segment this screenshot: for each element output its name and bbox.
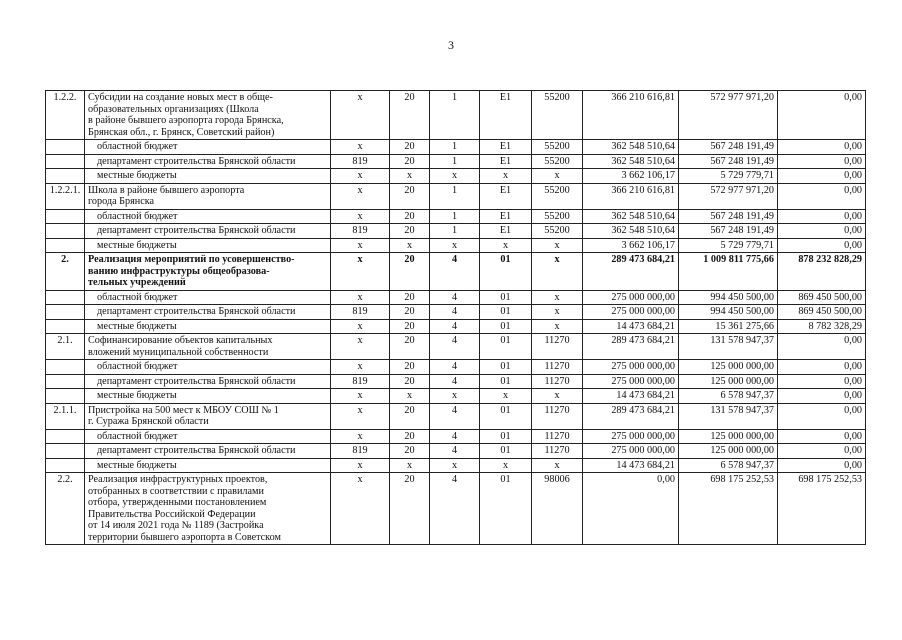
code-cell-1: 819 — [331, 374, 390, 389]
code-cell-5: 11270 — [532, 429, 583, 444]
code-cell-5: 11270 — [532, 403, 583, 429]
amount-cell-1: 14 473 684,21 — [583, 389, 679, 404]
code-cell-3: 4 — [430, 305, 480, 320]
table-row — [46, 334, 866, 360]
amount-cell-3: 869 450 500,00 — [778, 305, 866, 320]
code-cell-4: 01 — [480, 334, 532, 360]
table-row — [46, 224, 866, 239]
code-cell-3: 4 — [430, 473, 480, 545]
code-cell-5: х — [532, 305, 583, 320]
row-number-cell: 1.2.2. — [46, 91, 85, 140]
amount-cell-3: 0,00 — [778, 169, 866, 184]
table-row — [46, 238, 866, 253]
code-cell-1: х — [331, 238, 390, 253]
amount-cell-1: 362 548 510,64 — [583, 140, 679, 155]
amount-cell-1: 3 662 106,17 — [583, 169, 679, 184]
amount-cell-3: 0,00 — [778, 360, 866, 375]
table-row — [46, 429, 866, 444]
row-name-cell: Пристройка на 500 мест к МБОУ СОШ № 1 г. Суража Брянской области — [85, 403, 331, 429]
code-cell-5: х — [532, 290, 583, 305]
table-row — [46, 374, 866, 389]
code-cell-4: E1 — [480, 154, 532, 169]
amount-cell-2: 994 450 500,00 — [679, 305, 778, 320]
code-cell-2: 20 — [390, 429, 430, 444]
code-cell-2: 20 — [390, 253, 430, 291]
row-name-cell: областной бюджет — [85, 140, 331, 155]
code-cell-4: 01 — [480, 473, 532, 545]
row-number-cell — [46, 169, 85, 184]
code-cell-3: 4 — [430, 360, 480, 375]
amount-cell-2: 1 009 811 775,66 — [679, 253, 778, 291]
code-cell-4: х — [480, 238, 532, 253]
code-cell-2: 20 — [390, 209, 430, 224]
row-name-cell: местные бюджеты — [85, 169, 331, 184]
table-row — [46, 389, 866, 404]
code-cell-5: 55200 — [532, 183, 583, 209]
code-cell-1: х — [331, 429, 390, 444]
code-cell-1: х — [331, 389, 390, 404]
table-row — [46, 253, 866, 291]
amount-cell-2: 131 578 947,37 — [679, 334, 778, 360]
code-cell-1: х — [331, 183, 390, 209]
row-number-cell — [46, 429, 85, 444]
row-name-cell: местные бюджеты — [85, 319, 331, 334]
table-row — [46, 444, 866, 459]
amount-cell-3: 0,00 — [778, 238, 866, 253]
page-number: 3 — [448, 38, 454, 52]
row-number-cell — [46, 360, 85, 375]
code-cell-5: х — [532, 238, 583, 253]
amount-cell-1: 275 000 000,00 — [583, 444, 679, 459]
row-name-cell: департамент строительства Брянской области — [85, 374, 331, 389]
amount-cell-2: 567 248 191,49 — [679, 140, 778, 155]
table-row — [46, 140, 866, 155]
amount-cell-1: 14 473 684,21 — [583, 458, 679, 473]
budget-table — [45, 90, 866, 545]
amount-cell-3: 0,00 — [778, 374, 866, 389]
code-cell-3: 1 — [430, 224, 480, 239]
code-cell-3: 4 — [430, 403, 480, 429]
row-name-cell: областной бюджет — [85, 290, 331, 305]
amount-cell-3: 0,00 — [778, 429, 866, 444]
code-cell-5: 98006 — [532, 473, 583, 545]
code-cell-5: х — [532, 319, 583, 334]
code-cell-1: х — [331, 403, 390, 429]
table-row — [46, 319, 866, 334]
code-cell-1: х — [331, 209, 390, 224]
amount-cell-1: 275 000 000,00 — [583, 290, 679, 305]
code-cell-4: х — [480, 458, 532, 473]
code-cell-1: 819 — [331, 224, 390, 239]
amount-cell-3: 8 782 328,29 — [778, 319, 866, 334]
code-cell-2: 20 — [390, 319, 430, 334]
code-cell-2: х — [390, 169, 430, 184]
table-row — [46, 458, 866, 473]
code-cell-4: х — [480, 169, 532, 184]
row-name-cell: Субсидии на создание новых мест в обще- образовательных организациях (Школа в районе бывшего аэропорта города Брянска, Брянская обл., г. Брянск, Советский район) — [85, 91, 331, 140]
row-name-cell: местные бюджеты — [85, 238, 331, 253]
code-cell-4: 01 — [480, 290, 532, 305]
amount-cell-3: 0,00 — [778, 209, 866, 224]
row-number-cell — [46, 154, 85, 169]
row-number-cell — [46, 140, 85, 155]
row-name-cell: департамент строительства Брянской области — [85, 444, 331, 459]
amount-cell-1: 275 000 000,00 — [583, 429, 679, 444]
code-cell-1: 819 — [331, 305, 390, 320]
code-cell-5: 55200 — [532, 140, 583, 155]
code-cell-4: 01 — [480, 360, 532, 375]
amount-cell-3: 878 232 828,29 — [778, 253, 866, 291]
row-number-cell — [46, 224, 85, 239]
amount-cell-1: 362 548 510,64 — [583, 209, 679, 224]
code-cell-3: х — [430, 389, 480, 404]
table-row — [46, 305, 866, 320]
code-cell-2: 20 — [390, 224, 430, 239]
code-cell-1: х — [331, 290, 390, 305]
code-cell-1: х — [331, 140, 390, 155]
row-name-cell: областной бюджет — [85, 209, 331, 224]
code-cell-5: х — [532, 169, 583, 184]
code-cell-4: 01 — [480, 319, 532, 334]
code-cell-5: 11270 — [532, 334, 583, 360]
amount-cell-1: 289 473 684,21 — [583, 253, 679, 291]
table-row — [46, 473, 866, 545]
code-cell-3: 1 — [430, 91, 480, 140]
code-cell-2: 20 — [390, 403, 430, 429]
amount-cell-3: 869 450 500,00 — [778, 290, 866, 305]
code-cell-4: E1 — [480, 91, 532, 140]
amount-cell-2: 572 977 971,20 — [679, 183, 778, 209]
table-row — [46, 169, 866, 184]
amount-cell-2: 572 977 971,20 — [679, 91, 778, 140]
code-cell-2: 20 — [390, 444, 430, 459]
row-number-cell: 1.2.2.1. — [46, 183, 85, 209]
amount-cell-3: 698 175 252,53 — [778, 473, 866, 545]
row-number-cell: 2.1. — [46, 334, 85, 360]
amount-cell-2: 125 000 000,00 — [679, 374, 778, 389]
row-name-cell: областной бюджет — [85, 360, 331, 375]
code-cell-3: 4 — [430, 444, 480, 459]
row-name-cell: Реализация инфраструктурных проектов, отобранных в соответствии с правилами отбора, утвержденными постановлением Правительства Российской Федерации от 14 июля 2021 года № 1189 (Застройка территории бывшего аэропорта в Советском — [85, 473, 331, 545]
code-cell-2: 20 — [390, 154, 430, 169]
code-cell-1: х — [331, 169, 390, 184]
row-name-cell: областной бюджет — [85, 429, 331, 444]
amount-cell-2: 131 578 947,37 — [679, 403, 778, 429]
amount-cell-1: 289 473 684,21 — [583, 403, 679, 429]
code-cell-4: х — [480, 389, 532, 404]
code-cell-5: 55200 — [532, 154, 583, 169]
code-cell-2: 20 — [390, 140, 430, 155]
row-number-cell — [46, 374, 85, 389]
row-number-cell: 2.1.1. — [46, 403, 85, 429]
budget-table-body — [46, 91, 866, 545]
row-number-cell — [46, 290, 85, 305]
amount-cell-2: 567 248 191,49 — [679, 209, 778, 224]
code-cell-3: 1 — [430, 183, 480, 209]
amount-cell-3: 0,00 — [778, 91, 866, 140]
code-cell-5: 11270 — [532, 374, 583, 389]
table-row — [46, 290, 866, 305]
row-number-cell: 2. — [46, 253, 85, 291]
row-name-cell: департамент строительства Брянской области — [85, 224, 331, 239]
code-cell-1: х — [331, 360, 390, 375]
row-number-cell — [46, 389, 85, 404]
code-cell-3: 4 — [430, 290, 480, 305]
code-cell-2: 20 — [390, 334, 430, 360]
row-name-cell: Реализация мероприятий по усовершенство- ванию инфраструктуры общеобразова- тельных учреждений — [85, 253, 331, 291]
table-row — [46, 209, 866, 224]
code-cell-1: х — [331, 334, 390, 360]
row-name-cell: департамент строительства Брянской области — [85, 154, 331, 169]
row-name-cell: местные бюджеты — [85, 389, 331, 404]
amount-cell-2: 6 578 947,37 — [679, 458, 778, 473]
amount-cell-1: 289 473 684,21 — [583, 334, 679, 360]
code-cell-2: 20 — [390, 374, 430, 389]
code-cell-5: х — [532, 253, 583, 291]
code-cell-4: 01 — [480, 305, 532, 320]
amount-cell-1: 362 548 510,64 — [583, 154, 679, 169]
amount-cell-2: 567 248 191,49 — [679, 154, 778, 169]
code-cell-1: х — [331, 458, 390, 473]
row-number-cell — [46, 209, 85, 224]
code-cell-1: х — [331, 319, 390, 334]
amount-cell-1: 3 662 106,17 — [583, 238, 679, 253]
code-cell-3: х — [430, 458, 480, 473]
amount-cell-2: 6 578 947,37 — [679, 389, 778, 404]
code-cell-4: E1 — [480, 140, 532, 155]
amount-cell-1: 275 000 000,00 — [583, 305, 679, 320]
row-name-cell: местные бюджеты — [85, 458, 331, 473]
row-number-cell — [46, 444, 85, 459]
code-cell-2: 20 — [390, 360, 430, 375]
amount-cell-3: 0,00 — [778, 224, 866, 239]
code-cell-3: 4 — [430, 319, 480, 334]
code-cell-5: 11270 — [532, 444, 583, 459]
row-number-cell — [46, 238, 85, 253]
code-cell-2: х — [390, 238, 430, 253]
amount-cell-2: 5 729 779,71 — [679, 169, 778, 184]
code-cell-2: 20 — [390, 91, 430, 140]
amount-cell-3: 0,00 — [778, 444, 866, 459]
code-cell-4: E1 — [480, 224, 532, 239]
table-row — [46, 91, 866, 140]
code-cell-4: 01 — [480, 374, 532, 389]
code-cell-2: 20 — [390, 290, 430, 305]
amount-cell-3: 0,00 — [778, 458, 866, 473]
code-cell-1: 819 — [331, 154, 390, 169]
code-cell-5: 55200 — [532, 224, 583, 239]
table-row — [46, 360, 866, 375]
amount-cell-1: 275 000 000,00 — [583, 360, 679, 375]
code-cell-2: х — [390, 389, 430, 404]
code-cell-5: х — [532, 458, 583, 473]
amount-cell-2: 125 000 000,00 — [679, 360, 778, 375]
code-cell-3: 4 — [430, 374, 480, 389]
code-cell-2: 20 — [390, 473, 430, 545]
amount-cell-2: 15 361 275,66 — [679, 319, 778, 334]
code-cell-1: х — [331, 253, 390, 291]
code-cell-5: 11270 — [532, 360, 583, 375]
code-cell-2: 20 — [390, 305, 430, 320]
row-number-cell — [46, 458, 85, 473]
amount-cell-3: 0,00 — [778, 140, 866, 155]
code-cell-3: 4 — [430, 429, 480, 444]
code-cell-4: 01 — [480, 253, 532, 291]
table-row — [46, 154, 866, 169]
code-cell-2: х — [390, 458, 430, 473]
code-cell-3: х — [430, 169, 480, 184]
code-cell-3: 1 — [430, 140, 480, 155]
code-cell-5: х — [532, 389, 583, 404]
amount-cell-2: 994 450 500,00 — [679, 290, 778, 305]
code-cell-1: х — [331, 91, 390, 140]
code-cell-1: 819 — [331, 444, 390, 459]
amount-cell-3: 0,00 — [778, 403, 866, 429]
code-cell-5: 55200 — [532, 91, 583, 140]
table-row — [46, 403, 866, 429]
amount-cell-2: 125 000 000,00 — [679, 444, 778, 459]
amount-cell-3: 0,00 — [778, 154, 866, 169]
code-cell-2: 20 — [390, 183, 430, 209]
code-cell-3: х — [430, 238, 480, 253]
amount-cell-3: 0,00 — [778, 389, 866, 404]
code-cell-3: 1 — [430, 209, 480, 224]
table-row — [46, 183, 866, 209]
code-cell-4: 01 — [480, 444, 532, 459]
code-cell-3: 4 — [430, 253, 480, 291]
code-cell-1: х — [331, 473, 390, 545]
row-name-cell: Школа в районе бывшего аэропорта города Брянска — [85, 183, 331, 209]
code-cell-4: 01 — [480, 403, 532, 429]
amount-cell-2: 125 000 000,00 — [679, 429, 778, 444]
code-cell-3: 4 — [430, 334, 480, 360]
amount-cell-1: 362 548 510,64 — [583, 224, 679, 239]
amount-cell-3: 0,00 — [778, 334, 866, 360]
amount-cell-1: 366 210 616,81 — [583, 183, 679, 209]
code-cell-4: E1 — [480, 183, 532, 209]
amount-cell-2: 567 248 191,49 — [679, 224, 778, 239]
row-number-cell — [46, 305, 85, 320]
amount-cell-1: 0,00 — [583, 473, 679, 545]
amount-cell-1: 275 000 000,00 — [583, 374, 679, 389]
amount-cell-3: 0,00 — [778, 183, 866, 209]
code-cell-3: 1 — [430, 154, 480, 169]
code-cell-4: 01 — [480, 429, 532, 444]
row-name-cell: департамент строительства Брянской области — [85, 305, 331, 320]
code-cell-4: E1 — [480, 209, 532, 224]
amount-cell-2: 5 729 779,71 — [679, 238, 778, 253]
amount-cell-2: 698 175 252,53 — [679, 473, 778, 545]
row-number-cell — [46, 319, 85, 334]
row-name-cell: Софинансирование объектов капитальных вложений муниципальной собственности — [85, 334, 331, 360]
amount-cell-1: 366 210 616,81 — [583, 91, 679, 140]
code-cell-5: 55200 — [532, 209, 583, 224]
row-number-cell: 2.2. — [46, 473, 85, 545]
amount-cell-1: 14 473 684,21 — [583, 319, 679, 334]
